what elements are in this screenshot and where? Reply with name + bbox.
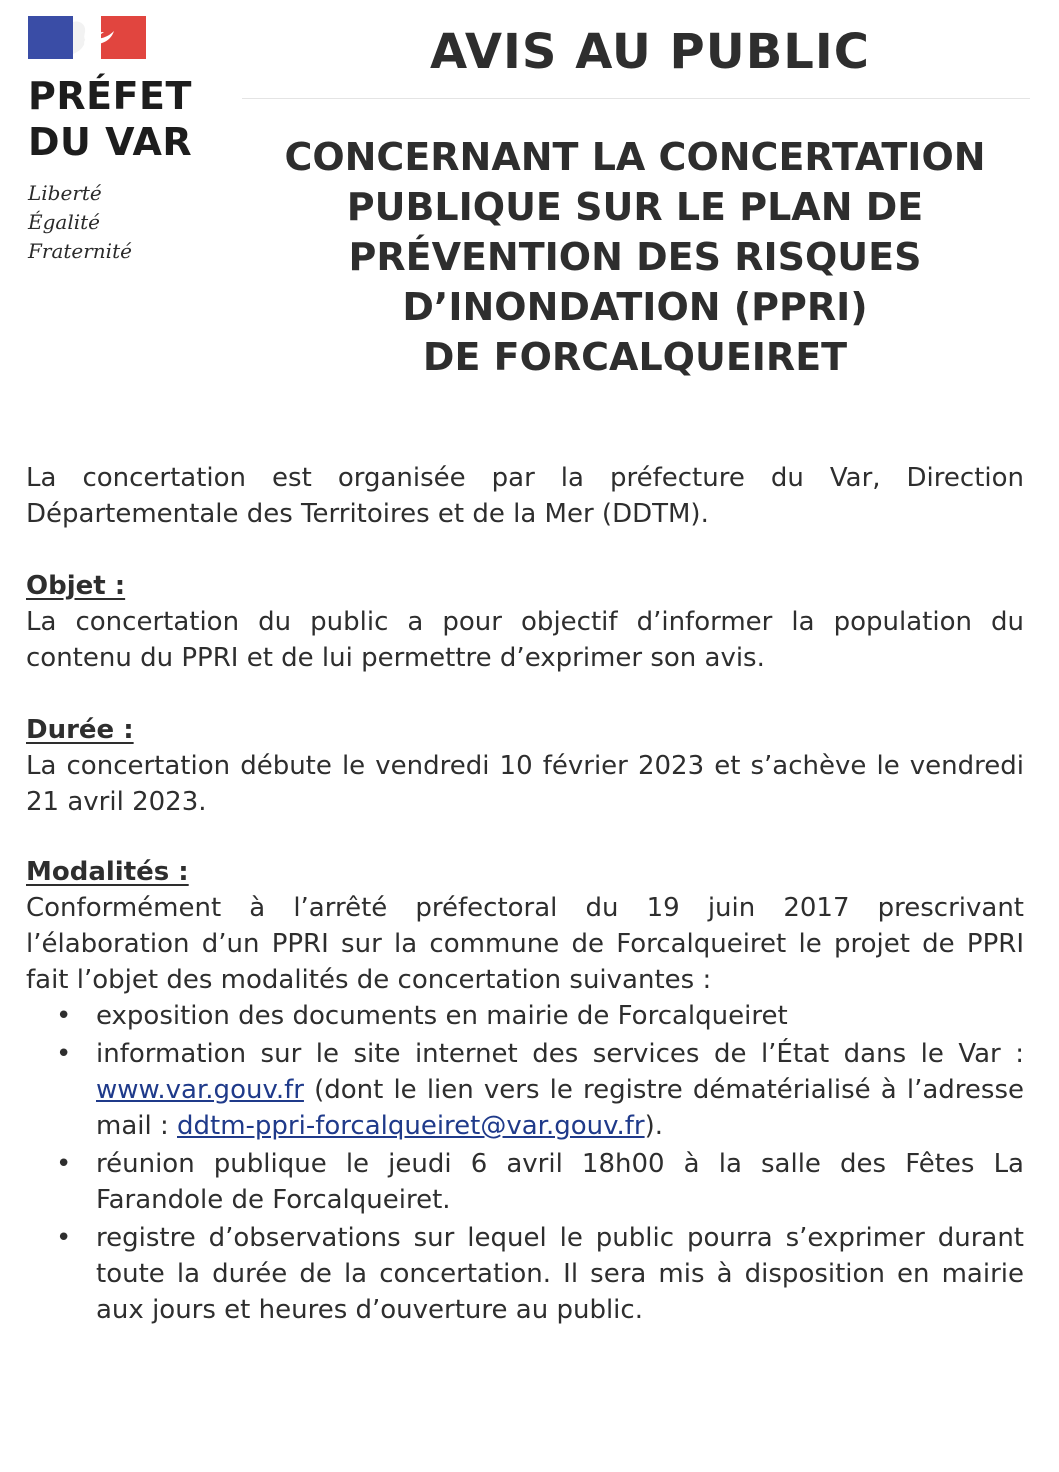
subtitle xyxy=(250,132,1020,382)
title-divider xyxy=(242,98,1030,99)
prefet-name xyxy=(28,73,228,165)
notice-body xyxy=(26,460,1024,1328)
prefet-logo xyxy=(28,16,228,266)
list-item-text: ). xyxy=(644,1111,664,1141)
website-link[interactable]: www.var.gouv.fr xyxy=(96,1075,304,1105)
bullet-icon: • xyxy=(56,1001,72,1031)
subtitle-line: D’INONDATION (PPRI) xyxy=(402,285,868,329)
modalites-heading: Modalités : xyxy=(26,857,189,887)
republic-flag xyxy=(28,16,146,59)
list-item-information xyxy=(26,1036,1024,1144)
email-link[interactable]: ddtm-ppri-forcalqueiret@var.gouv.fr xyxy=(177,1111,645,1141)
list-item-registre xyxy=(26,1220,1024,1328)
marianne-profile-icon xyxy=(73,16,101,59)
subtitle-line: PRÉVENTION DES RISQUES xyxy=(348,235,922,279)
list-item-text: information sur le site internet des services de l’État dans le Var : xyxy=(96,1039,1024,1069)
duree-text: La concertation débute le vendredi 10 février 2023 et s’achève le vendredi 21 avril 2023. xyxy=(26,751,1024,817)
motto-liberte: Liberté xyxy=(28,181,102,205)
modalites-text: Conformément à l’arrêté préfectoral du 19 juin 2017 prescrivant l’élaboration d’un PPRI sur la commune de Forcalqueiret le projet de PPRI fait l’objet des modalités de concertation suivantes : xyxy=(26,893,1024,995)
prefet-line-1: PRÉFET xyxy=(28,74,192,118)
list-item-text: réunion publique le jeudi 6 avril 18h00 à la salle des Fêtes La Farandole de Forcalqueiret. xyxy=(96,1149,1024,1215)
objet-text: La concertation du public a pour objectif d’informer la population du contenu du PPRI et de lui permettre d’exprimer son avis. xyxy=(26,607,1024,673)
subtitle-line: CONCERNANT LA CONCERTATION xyxy=(284,135,986,179)
motto-egalite: Égalité xyxy=(28,210,100,234)
flag-blue-band xyxy=(28,16,73,59)
list-item-exposition xyxy=(26,998,1024,1034)
objet-heading: Objet : xyxy=(26,571,126,601)
modalites-list xyxy=(26,998,1024,1328)
prefet-line-2: DU VAR xyxy=(28,120,193,164)
subtitle-line: PUBLIQUE SUR LE PLAN DE xyxy=(346,185,924,229)
list-item-text: (dont le lien vers le registre dématérialisé à l’adresse mail : xyxy=(96,1075,1024,1141)
subtitle-line: DE FORCALQUEIRET xyxy=(422,335,848,379)
duree-heading: Durée : xyxy=(26,715,134,745)
motto xyxy=(28,179,228,266)
flag-white-band xyxy=(73,16,101,59)
intro-paragraph: La concertation est organisée par la préfecture du Var, Direction Départementale des Territoires et de la Mer (DDTM). xyxy=(26,463,1024,529)
list-item-text: registre d’observations sur lequel le public pourra s’exprimer durant toute la durée de la concertation. Il sera mis à disposition en mairie aux jours et heures d’ouverture au public. xyxy=(96,1223,1024,1325)
bullet-icon: • xyxy=(56,1149,72,1179)
list-item-reunion xyxy=(26,1146,1024,1218)
list-item-text: exposition des documents en mairie de Forcalqueiret xyxy=(96,1001,788,1031)
bullet-icon: • xyxy=(56,1223,72,1253)
page-title: AVIS AU PUBLIC xyxy=(430,24,870,80)
bullet-icon: • xyxy=(56,1039,72,1069)
motto-fraternite: Fraternité xyxy=(28,239,132,263)
